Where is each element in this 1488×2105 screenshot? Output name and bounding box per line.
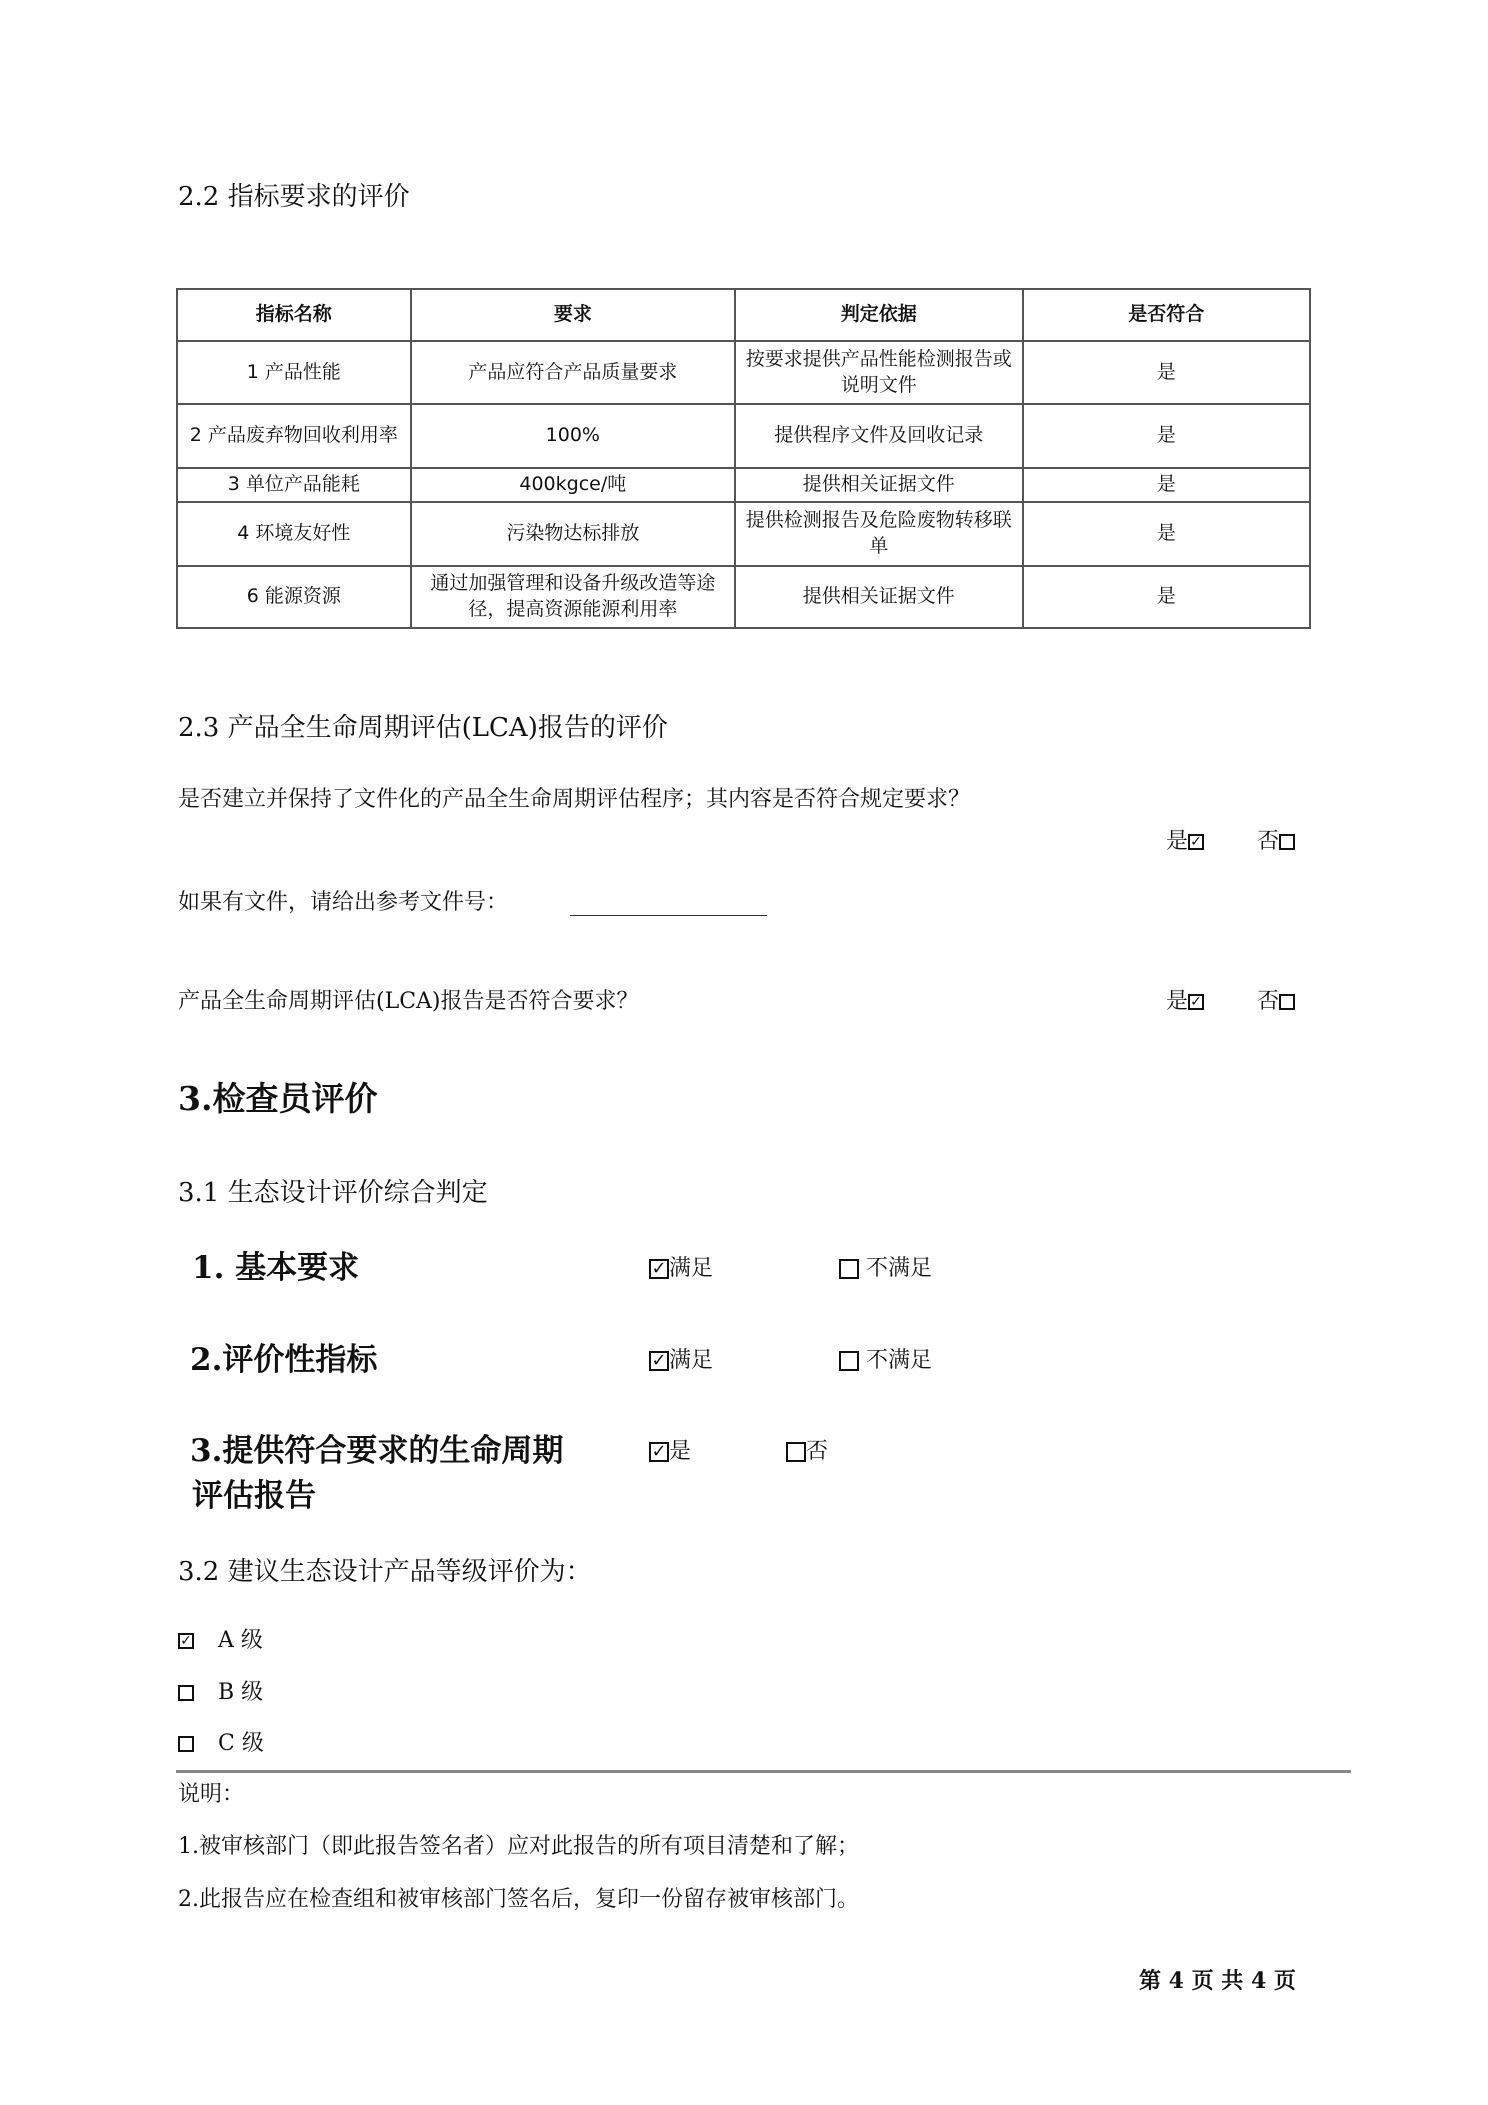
section-3-2-title: 3.2 建议生态设计产品等级评价为： — [178, 1557, 592, 1587]
col-header: 指标名称 — [177, 289, 411, 341]
indicators-unsatisfied-option[interactable] — [839, 1350, 932, 1372]
lca-report-yes-option[interactable] — [649, 1441, 691, 1463]
lca-report-no-option[interactable] — [786, 1441, 828, 1463]
cell: 是 — [1023, 502, 1310, 566]
cell: 100% — [411, 404, 736, 468]
checked-checkbox-icon[interactable]: ✓ — [649, 1442, 669, 1462]
cell: 提供相关证据文件 — [735, 566, 1022, 628]
cell: 1 产品性能 — [177, 341, 411, 404]
grade-label: C 级 — [218, 1731, 264, 1756]
checked-checkbox-icon[interactable]: ✓ — [649, 1351, 669, 1371]
reference-doc-label: 如果有文件，请给出参考文件号： — [178, 890, 509, 915]
col-header: 要求 — [411, 289, 736, 341]
cell: 4 环境友好性 — [177, 502, 411, 566]
q2-no-option[interactable] — [1257, 991, 1295, 1013]
cell: 400kgce/吨 — [411, 468, 736, 502]
cell: 是 — [1023, 404, 1310, 468]
cell: 按要求提供产品性能检测报告或说明文件 — [735, 341, 1022, 404]
option-label: 满足 — [669, 1256, 714, 1281]
page-number: 第 4 页 共 4 页 — [1139, 1968, 1296, 1994]
checked-checkbox-icon[interactable]: ✓ — [178, 1633, 194, 1649]
q1-no-option[interactable] — [1257, 831, 1295, 853]
checked-checkbox-icon[interactable]: ✓ — [1188, 834, 1204, 850]
evaluation-indicators-label: 2.评价性指标 — [190, 1342, 378, 1378]
section-2-2-title: 2.2 指标要求的评价 — [178, 182, 410, 212]
table-row — [177, 341, 1310, 404]
table-row — [177, 566, 1310, 628]
cell: 2 产品废弃物回收利用率 — [177, 404, 411, 468]
section-3-title: 3.检查员评价 — [178, 1079, 378, 1118]
lca-report-provided-label-line2: 评估报告 — [192, 1478, 316, 1514]
checked-checkbox-icon[interactable]: ✓ — [649, 1259, 669, 1279]
q1-yes-option[interactable] — [1166, 831, 1204, 853]
col-header: 是否符合 — [1023, 289, 1310, 341]
option-label: 满足 — [669, 1348, 714, 1373]
lca-report-question: 产品全生命周期评估(LCA)报告是否符合要求？ — [178, 989, 639, 1014]
table-row — [177, 502, 1310, 566]
cell: 提供程序文件及回收记录 — [735, 404, 1022, 468]
cell: 通过加强管理和设备升级改造等途径，提高资源能源利用率 — [411, 566, 736, 628]
checkbox-icon[interactable] — [178, 1685, 194, 1701]
section-2-3-title: 2.3 产品全生命周期评估(LCA)报告的评价 — [178, 713, 668, 743]
table-header-row — [177, 289, 1310, 341]
grade-a-option[interactable] — [178, 1630, 263, 1652]
note-2: 2.此报告应在检查组和被审核部门签名后，复印一份留存被审核部门。 — [178, 1887, 859, 1912]
checkbox-icon[interactable] — [1279, 994, 1295, 1010]
option-label: 不满足 — [866, 1348, 933, 1373]
table-row — [177, 468, 1310, 502]
checkbox-icon[interactable] — [786, 1442, 806, 1462]
option-label: 否 — [806, 1439, 829, 1464]
grade-b-option[interactable] — [178, 1682, 263, 1704]
basic-satisfied-option[interactable] — [649, 1258, 713, 1280]
checked-checkbox-icon[interactable]: ✓ — [1188, 994, 1204, 1010]
cell: 是 — [1023, 566, 1310, 628]
cell: 提供相关证据文件 — [735, 468, 1022, 502]
no-label: 否 — [1257, 829, 1280, 854]
no-label: 否 — [1257, 989, 1280, 1014]
yes-label: 是 — [1166, 829, 1189, 854]
option-label: 不满足 — [866, 1256, 933, 1281]
cell: 3 单位产品能耗 — [177, 468, 411, 502]
reference-doc-field[interactable] — [570, 915, 767, 916]
lca-procedure-question: 是否建立并保持了文件化的产品全生命周期评估程序；其内容是否符合规定要求？ — [178, 787, 971, 812]
checkbox-icon[interactable] — [839, 1259, 859, 1279]
cell: 提供检测报告及危险废物转移联单 — [735, 502, 1022, 566]
option-label: 是 — [669, 1439, 692, 1464]
checkbox-icon[interactable] — [839, 1351, 859, 1371]
checkbox-icon[interactable] — [178, 1736, 194, 1752]
notes-title: 说明： — [178, 1782, 245, 1807]
cell: 是 — [1023, 341, 1310, 404]
col-header: 判定依据 — [735, 289, 1022, 341]
checkbox-icon[interactable] — [1279, 834, 1295, 850]
grade-c-option[interactable] — [178, 1733, 264, 1755]
cell: 6 能源资源 — [177, 566, 411, 628]
yes-label: 是 — [1166, 989, 1189, 1014]
cell: 是 — [1023, 468, 1310, 502]
note-1: 1.被审核部门（即此报告签名者）应对此报告的所有项目清楚和了解； — [178, 1834, 859, 1859]
section-3-1-title: 3.1 生态设计评价综合判定 — [178, 1178, 488, 1208]
cell: 污染物达标排放 — [411, 502, 736, 566]
q2-yes-option[interactable] — [1166, 991, 1204, 1013]
basic-unsatisfied-option[interactable] — [839, 1258, 932, 1280]
grade-label: A 级 — [218, 1628, 263, 1653]
divider — [176, 1770, 1351, 1773]
lca-report-provided-label: 3.提供符合要求的生命周期 — [190, 1433, 564, 1469]
indicators-satisfied-option[interactable] — [649, 1350, 713, 1372]
indicator-table — [176, 288, 1311, 629]
cell: 产品应符合产品质量要求 — [411, 341, 736, 404]
table-row — [177, 404, 1310, 468]
grade-label: B 级 — [218, 1680, 264, 1705]
basic-requirements-label: 1. 基本要求 — [192, 1250, 360, 1286]
